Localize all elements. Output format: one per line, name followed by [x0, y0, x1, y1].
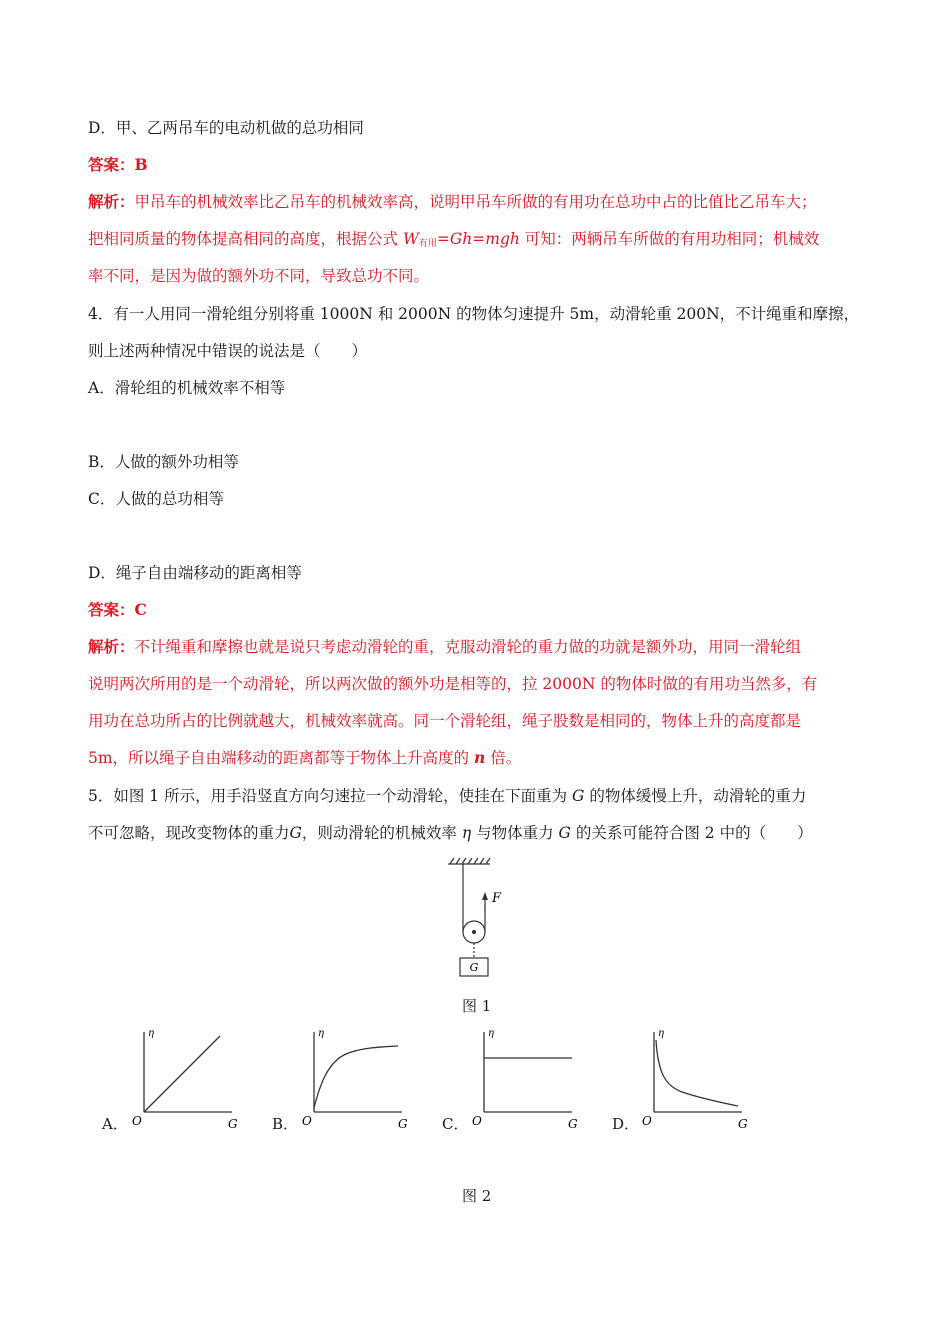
q5-stem-text-2a: 不可忽略，现改变物体的重力	[88, 824, 290, 842]
q4-analysis-line-2: 说明两次所用的是一个动滑轮，所以两次做的额外功是相等的，拉 2000N 的物体时做的有用功当然多，有	[88, 675, 818, 693]
graph-a	[128, 1024, 246, 1134]
q4-analysis-label: 解析：	[88, 637, 135, 656]
formula-w: W	[402, 230, 419, 248]
q4-answer	[88, 600, 147, 620]
q5-stem-text-1a: 5．如图 1 所示，用手沿竖直方向匀速拉一个动滑轮，使挂在下面重为	[88, 787, 568, 805]
q3-answer-label: 答案：	[88, 155, 135, 174]
q3-analysis-line-1	[88, 192, 817, 212]
q3-answer	[88, 155, 148, 175]
graph-a-label: A．	[102, 1115, 128, 1133]
origin-label: O	[472, 1114, 482, 1128]
q5-stem-line-1	[88, 786, 806, 806]
q3-analysis-text-2b: 可知：两辆吊车所做的有用功相同；机械效	[524, 230, 820, 248]
q4-analysis-line-4	[88, 748, 521, 768]
graph-d	[638, 1024, 756, 1134]
q5-stem-text-2d: 的关系可能符合图 2 中的（ ）	[575, 824, 813, 842]
x-axis-label: G	[568, 1117, 578, 1131]
q4-analysis-line-3: 用功在总功所占的比例就越大，机械效率就高。同一个滑轮组，绳子股数是相同的，物体上升的高度都是	[88, 712, 802, 730]
q5-stem-text-2c: 与物体重力	[476, 824, 554, 842]
force-arrow-icon	[482, 892, 488, 900]
q3-analysis-text-2a: 把相同质量的物体提高相同的高度，根据公式	[88, 230, 399, 248]
q3-answer-value: B	[134, 155, 148, 174]
q3-analysis-label: 解析：	[88, 192, 135, 211]
q4-analysis-text-4b: 倍。	[490, 749, 522, 767]
figure-2-caption: 图 2	[462, 1187, 492, 1205]
q4-stem-line-2: 则上述两种情况中错误的说法是（ ）	[88, 342, 368, 360]
q5-stem-text-2b: ，则动滑轮的机械效率	[301, 824, 457, 842]
q5-stem-g: G	[572, 787, 585, 805]
q5-stem-text-1b: 的物体缓慢上升，动滑轮的重力	[589, 787, 807, 805]
q3-option-d: D．甲、乙两吊车的电动机做的总功相同	[88, 119, 364, 137]
figure-1-pulley	[440, 856, 520, 981]
x-axis-label: G	[398, 1117, 408, 1131]
q4-stem-line-1: 4．有一人用同一滑轮组分别将重 1000N 和 2000N 的物体匀速提升 5m，动滑轮重 200N，不计绳重和摩擦，	[88, 305, 860, 323]
formula-rest: =Gh=mgh	[436, 230, 520, 248]
graph-a-curve	[144, 1036, 220, 1112]
q4-analysis-n: n	[474, 748, 486, 767]
q4-analysis-text-4a: 5m，所以绳子自由端移动的距离都等于物体上升高度的	[88, 749, 470, 767]
graph-d-label: D．	[612, 1115, 640, 1133]
graph-b	[298, 1024, 416, 1134]
q3-analysis-text-1: 甲吊车的机械效率比乙吊车的机械效率高，说明甲吊车所做的有用功在总功中占的比值比乙吊车大；	[134, 193, 817, 211]
q4-option-b: B．人做的额外功相等	[88, 453, 239, 471]
q4-answer-value: C	[134, 600, 147, 619]
force-label: F	[492, 891, 502, 906]
origin-label: O	[302, 1114, 312, 1128]
figure-1-caption: 图 1	[462, 997, 492, 1015]
graph-d-curve	[656, 1040, 738, 1106]
graph-b-label: B．	[272, 1115, 299, 1133]
q5-stem-g-2: G	[289, 824, 302, 842]
y-axis-label: η	[148, 1028, 154, 1039]
q4-option-d: D．绳子自由端移动的距离相等	[88, 564, 302, 582]
q5-stem-g-3: G	[558, 824, 571, 842]
weight-label: G	[469, 961, 479, 974]
origin-label: O	[642, 1114, 652, 1128]
q3-analysis-line-2	[88, 229, 819, 254]
q4-answer-label: 答案：	[88, 600, 135, 619]
origin-label: O	[132, 1114, 142, 1128]
x-axis-label: G	[738, 1117, 748, 1131]
q4-analysis-line-1	[88, 637, 801, 657]
q4-analysis-text-1: 不计绳重和摩擦也就是说只考虑动滑轮的重，克服动滑轮的重力做的功就是额外功，用同一滑轮组	[134, 638, 802, 656]
graph-c-label: C．	[442, 1115, 469, 1133]
q3-analysis-line-3: 率不同，是因为做的额外功不同，导致总功不同。	[88, 267, 430, 285]
y-axis-label: η	[318, 1028, 324, 1039]
q5-stem-eta: η	[461, 824, 472, 842]
graph-b-curve	[314, 1046, 398, 1108]
x-axis-label: G	[228, 1117, 238, 1131]
q5-stem-line-2	[88, 823, 813, 843]
y-axis-label: η	[488, 1028, 494, 1039]
q4-option-a: A．滑轮组的机械效率不相等	[88, 379, 286, 397]
graph-c	[468, 1024, 586, 1134]
q4-option-c: C．人做的总功相等	[88, 490, 224, 508]
y-axis-label: η	[658, 1028, 664, 1039]
formula-subscript: 有用	[418, 239, 437, 249]
